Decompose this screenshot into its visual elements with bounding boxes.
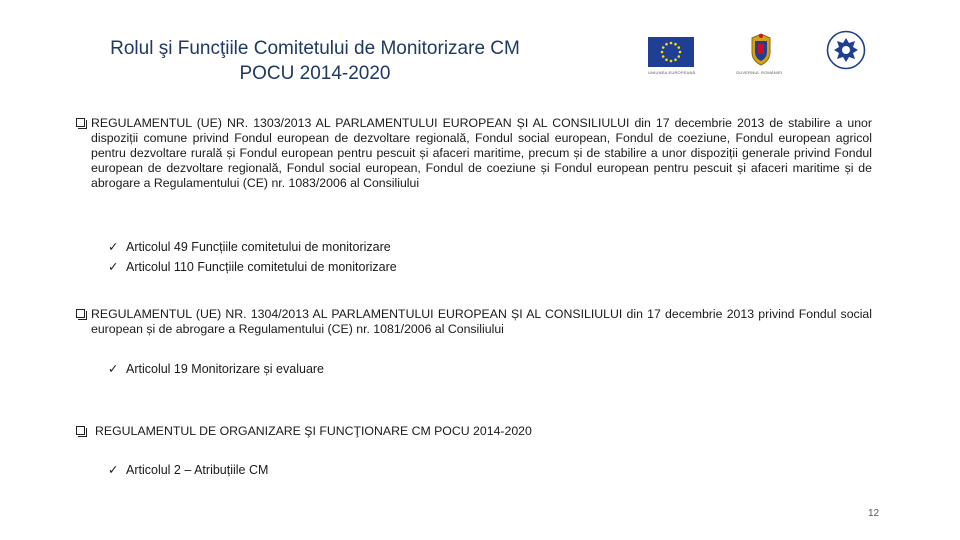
checkmark-icon: ✓ xyxy=(108,463,119,477)
article-label: Articolul 19 Monitorizare și evaluare xyxy=(126,362,325,376)
title-line-2: POCU 2014-2020 xyxy=(239,63,391,84)
section-rof-cm-pocu xyxy=(76,424,872,439)
logo-bar xyxy=(640,30,880,78)
government-caption: GUVERNUL ROMÂNIEI xyxy=(736,70,783,75)
list-item xyxy=(108,359,324,379)
eu-flag-icon xyxy=(648,37,694,67)
bullet-box-icon xyxy=(76,426,85,435)
list-item xyxy=(108,460,268,480)
section-heading: REGULAMENTUL DE ORGANIZARE ŞI FUNCŢIONARE CM POCU 2014-2020 xyxy=(95,424,532,438)
checkmark-icon: ✓ xyxy=(108,240,119,254)
bullet-box-icon xyxy=(76,309,85,318)
list-item xyxy=(108,237,391,257)
section-regulation-1304 xyxy=(76,307,872,337)
section-regulation-1303 xyxy=(76,116,872,191)
government-crest-icon xyxy=(748,32,774,66)
article-label: Articolul 49 Funcțiile comitetului de monitorizare xyxy=(126,240,391,254)
article-label: Articolul 2 – Atribuțiile CM xyxy=(126,463,269,477)
article-label: Articolul 110 Funcțiile comitetului de monitorizare xyxy=(126,260,397,274)
eu-caption: UNIUNEA EUROPEANĂ xyxy=(648,70,696,75)
section-heading: REGULAMENTUL (UE) NR. 1304/2013 xyxy=(91,307,309,321)
ministry-emblem-icon xyxy=(826,30,866,70)
section-text: AL PARLAMENTULUI EUROPEAN ȘI AL CONSILIULUI din 17 decembrie 2013 de stabilire a unor dispoziții comune privind Fondul european de dezvoltare regională, Fondul social european, Fondul de coeziune, Fondul european agricol pentru dezvoltare rurală și Fondul european pentru pescuit și afaceri maritime, precum și de stabilire a unor dispoziții generale privind Fondul european de dezvoltare regională, Fondul social european, Fondul de coeziune și Fondul european pentru pescuit și afaceri maritime și de abrogare a Regulamentului (CE) nr. 1083/2006 al Consiliului xyxy=(91,116,872,190)
list-item xyxy=(108,257,397,277)
section-text: AL PARLAMENTULUI EUROPEAN ȘI AL CONSILIULUI din 17 decembrie 2013 privind Fondul social european și de abrogare a Regulamentului (CE) nr. 1081/2006 al Consiliului xyxy=(91,307,872,336)
bullet-box-icon xyxy=(76,118,85,127)
section-heading: REGULAMENTUL (UE) NR. 1303/2013 xyxy=(91,116,312,130)
title-line-1: Rolul şi Funcţiile Comitetului de Monitorizare CM xyxy=(110,38,520,59)
page-number: 12 xyxy=(868,508,880,519)
checkmark-icon: ✓ xyxy=(108,362,119,376)
slide-title xyxy=(70,36,560,86)
checkmark-icon: ✓ xyxy=(108,260,119,274)
